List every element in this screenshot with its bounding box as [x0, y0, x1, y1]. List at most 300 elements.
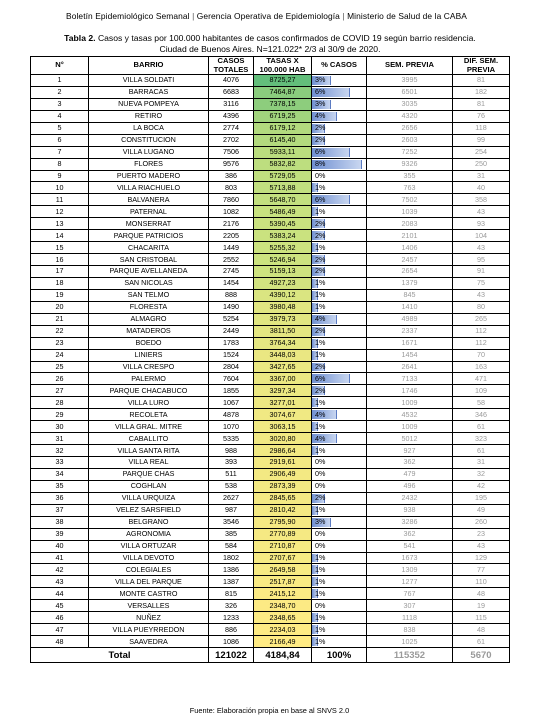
cell-n: 31 — [31, 433, 89, 445]
cell-casos: 2205 — [209, 230, 254, 242]
cell-casos: 2745 — [209, 266, 254, 278]
bulletin-header — [0, 11, 533, 21]
table-row — [31, 385, 510, 397]
cell-barrio: BELGRANO — [89, 516, 209, 528]
cell-tasa: 2166,49 — [254, 636, 312, 648]
cell-dif: 77 — [453, 564, 510, 576]
cell-tasa: 2415,12 — [254, 588, 312, 600]
cell-prev: 1671 — [367, 337, 453, 349]
cell-n: 16 — [31, 254, 89, 266]
cell-pct — [312, 206, 367, 218]
cell-n: 23 — [31, 337, 89, 349]
pct-value: 6% — [315, 194, 326, 204]
cell-pct — [312, 433, 367, 445]
caption-line-1 — [30, 33, 510, 44]
cell-dif: 109 — [453, 385, 510, 397]
cell-dif: 61 — [453, 421, 510, 433]
pct-value: 0% — [315, 469, 326, 479]
cell-prev: 479 — [367, 468, 453, 480]
cell-n: 30 — [31, 421, 89, 433]
cell-casos: 9576 — [209, 158, 254, 170]
cell-tasa: 2649,58 — [254, 564, 312, 576]
table-row — [31, 325, 510, 337]
cell-dif: 61 — [453, 445, 510, 457]
pct-value: 1% — [315, 505, 326, 515]
cell-tasa: 3020,80 — [254, 433, 312, 445]
pct-value: 1% — [315, 576, 326, 586]
cell-casos: 1387 — [209, 576, 254, 588]
table-row — [31, 421, 510, 433]
cell-barrio: VILLA RIACHUELO — [89, 182, 209, 194]
cell-n: 18 — [31, 277, 89, 289]
table-row — [31, 468, 510, 480]
cell-tasa: 2919,61 — [254, 457, 312, 469]
cell-barrio: FLORESTA — [89, 301, 209, 313]
cell-casos: 326 — [209, 600, 254, 612]
cell-pct — [312, 194, 367, 206]
cell-prev: 9326 — [367, 158, 453, 170]
cell-barrio: BARRACAS — [89, 86, 209, 98]
cell-pct — [312, 576, 367, 588]
pct-value: 1% — [315, 302, 326, 312]
pct-value: 0% — [315, 529, 326, 539]
cell-dif: 19 — [453, 600, 510, 612]
table-row — [31, 110, 510, 122]
header-barrio: BARRIO — [89, 57, 209, 75]
header-ministry: Ministerio de Salud de la CABA — [347, 11, 467, 21]
table-row — [31, 313, 510, 325]
cell-casos: 987 — [209, 504, 254, 516]
cell-pct — [312, 540, 367, 552]
cell-prev: 4989 — [367, 313, 453, 325]
table-row — [31, 134, 510, 146]
cell-casos: 7604 — [209, 373, 254, 385]
cell-prev: 938 — [367, 504, 453, 516]
cell-barrio: VILLA DEL PARQUE — [89, 576, 209, 588]
cell-prev: 2603 — [367, 134, 453, 146]
cell-dif: 112 — [453, 337, 510, 349]
cell-barrio: MONSERRAT — [89, 218, 209, 230]
table-row — [31, 588, 510, 600]
cell-tasa: 3980,48 — [254, 301, 312, 313]
pct-value: 1% — [315, 624, 326, 634]
cell-pct — [312, 75, 367, 87]
table-row — [31, 445, 510, 457]
cell-prev: 3035 — [367, 98, 453, 110]
cell-n: 38 — [31, 516, 89, 528]
total-tasa: 4184,84 — [254, 648, 312, 663]
cell-prev: 1025 — [367, 636, 453, 648]
cell-prev: 838 — [367, 624, 453, 636]
cell-dif: 195 — [453, 492, 510, 504]
total-dif: 5670 — [453, 648, 510, 663]
cell-n: 5 — [31, 122, 89, 134]
cell-n: 28 — [31, 397, 89, 409]
header-department: Gerencia Operativa de Epidemiología — [196, 11, 340, 21]
cell-pct — [312, 409, 367, 421]
cell-barrio: SAN CRISTOBAL — [89, 254, 209, 266]
cell-n: 27 — [31, 385, 89, 397]
table-row — [31, 146, 510, 158]
cell-tasa: 2707,67 — [254, 552, 312, 564]
table-row — [31, 492, 510, 504]
cell-prev: 541 — [367, 540, 453, 552]
covid-cases-table — [30, 56, 510, 663]
cell-dif: 31 — [453, 170, 510, 182]
cell-prev: 927 — [367, 445, 453, 457]
cell-pct — [312, 552, 367, 564]
header-casos: CASOS TOTALES — [209, 57, 254, 75]
cell-barrio: VERSALLES — [89, 600, 209, 612]
total-row — [31, 648, 510, 663]
cell-barrio: VILLA DEVOTO — [89, 552, 209, 564]
cell-pct — [312, 636, 367, 648]
cell-prev: 2083 — [367, 218, 453, 230]
cell-barrio: VILLA LURO — [89, 397, 209, 409]
cell-tasa: 4390,12 — [254, 289, 312, 301]
cell-n: 42 — [31, 564, 89, 576]
cell-n: 46 — [31, 612, 89, 624]
cell-casos: 1490 — [209, 301, 254, 313]
cell-n: 39 — [31, 528, 89, 540]
cell-dif: 115 — [453, 612, 510, 624]
cell-barrio: RETIRO — [89, 110, 209, 122]
cell-tasa: 5648,70 — [254, 194, 312, 206]
cell-dif: 49 — [453, 504, 510, 516]
cell-tasa: 2234,03 — [254, 624, 312, 636]
cell-prev: 496 — [367, 480, 453, 492]
pct-value: 1% — [315, 242, 326, 252]
cell-pct — [312, 170, 367, 182]
cell-prev: 5012 — [367, 433, 453, 445]
pct-value: 6% — [315, 373, 326, 383]
cell-pct — [312, 277, 367, 289]
cell-barrio: COLEGIALES — [89, 564, 209, 576]
table-row — [31, 158, 510, 170]
table-caption — [30, 33, 510, 55]
cell-prev: 3286 — [367, 516, 453, 528]
table-row — [31, 75, 510, 87]
cell-tasa: 5390,45 — [254, 218, 312, 230]
cell-pct — [312, 516, 367, 528]
cell-n: 47 — [31, 624, 89, 636]
cell-pct — [312, 110, 367, 122]
cell-tasa: 3367,00 — [254, 373, 312, 385]
header-dif: DIF. SEM. PREVIA — [453, 57, 510, 75]
total-prev: 115352 — [367, 648, 453, 663]
cell-casos: 7506 — [209, 146, 254, 158]
cell-barrio: VILLA SOLDATI — [89, 75, 209, 87]
cell-casos: 2774 — [209, 122, 254, 134]
cell-prev: 1009 — [367, 421, 453, 433]
cell-pct — [312, 86, 367, 98]
cell-dif: 80 — [453, 301, 510, 313]
cell-tasa: 6145,40 — [254, 134, 312, 146]
cell-casos: 6683 — [209, 86, 254, 98]
cell-tasa: 5729,05 — [254, 170, 312, 182]
cell-casos: 1855 — [209, 385, 254, 397]
cell-casos: 1386 — [209, 564, 254, 576]
cell-casos: 1802 — [209, 552, 254, 564]
cell-n: 21 — [31, 313, 89, 325]
cell-tasa: 5159,13 — [254, 266, 312, 278]
cell-casos: 5254 — [209, 313, 254, 325]
cell-n: 44 — [31, 588, 89, 600]
cell-pct — [312, 134, 367, 146]
cell-n: 17 — [31, 266, 89, 278]
cell-n: 48 — [31, 636, 89, 648]
table-row — [31, 218, 510, 230]
cell-dif: 346 — [453, 409, 510, 421]
cell-prev: 362 — [367, 528, 453, 540]
cell-barrio: PARQUE PATRICIOS — [89, 230, 209, 242]
cell-prev: 7502 — [367, 194, 453, 206]
cell-n: 2 — [31, 86, 89, 98]
cell-barrio: PARQUE AVELLANEDA — [89, 266, 209, 278]
table-row — [31, 540, 510, 552]
cell-prev: 4532 — [367, 409, 453, 421]
cell-barrio: VILLA REAL — [89, 457, 209, 469]
pct-value: 2% — [315, 326, 326, 336]
pct-value: 2% — [315, 254, 326, 264]
cell-dif: 163 — [453, 361, 510, 373]
cell-dif: 250 — [453, 158, 510, 170]
cell-dif: 81 — [453, 98, 510, 110]
table-row — [31, 277, 510, 289]
cell-casos: 1524 — [209, 349, 254, 361]
pct-value: 2% — [315, 361, 326, 371]
cell-barrio: PATERNAL — [89, 206, 209, 218]
cell-prev: 1309 — [367, 564, 453, 576]
cell-n: 11 — [31, 194, 89, 206]
cell-tasa: 3811,50 — [254, 325, 312, 337]
cell-tasa: 5832,82 — [254, 158, 312, 170]
cell-tasa: 2517,87 — [254, 576, 312, 588]
cell-prev: 2654 — [367, 266, 453, 278]
cell-barrio: SAAVEDRA — [89, 636, 209, 648]
caption-text-1: Casos y tasas por 100.000 habitantes de casos confirmados de COVID 19 según barrio residencia. — [97, 33, 476, 43]
cell-casos: 803 — [209, 182, 254, 194]
cell-tasa: 2906,49 — [254, 468, 312, 480]
cell-tasa: 8725,27 — [254, 75, 312, 87]
pct-value: 6% — [315, 87, 326, 97]
cell-prev: 1379 — [367, 277, 453, 289]
cell-tasa: 3074,67 — [254, 409, 312, 421]
cell-barrio: CABALLITO — [89, 433, 209, 445]
pct-value: 0% — [315, 481, 326, 491]
cell-casos: 2627 — [209, 492, 254, 504]
cell-barrio: NUÑEZ — [89, 612, 209, 624]
cell-barrio: SAN TELMO — [89, 289, 209, 301]
cell-barrio: AGRONOMIA — [89, 528, 209, 540]
cell-pct — [312, 564, 367, 576]
cell-n: 41 — [31, 552, 89, 564]
pct-value: 1% — [315, 564, 326, 574]
cell-barrio: LA BOCA — [89, 122, 209, 134]
cell-prev: 2457 — [367, 254, 453, 266]
pct-value: 1% — [315, 206, 326, 216]
cell-pct — [312, 385, 367, 397]
cell-pct — [312, 361, 367, 373]
table-row — [31, 480, 510, 492]
cell-prev: 3995 — [367, 75, 453, 87]
cell-n: 7 — [31, 146, 89, 158]
cell-tasa: 7378,15 — [254, 98, 312, 110]
cell-casos: 2804 — [209, 361, 254, 373]
cell-barrio: PARQUE CHAS — [89, 468, 209, 480]
table-row — [31, 636, 510, 648]
cell-dif: 43 — [453, 540, 510, 552]
pct-value: 0% — [315, 457, 326, 467]
cell-pct — [312, 313, 367, 325]
pct-value: 4% — [315, 433, 326, 443]
cell-prev: 1454 — [367, 349, 453, 361]
pct-value: 2% — [315, 123, 326, 133]
cell-casos: 886 — [209, 624, 254, 636]
cell-pct — [312, 158, 367, 170]
cell-n: 34 — [31, 468, 89, 480]
cell-prev: 1746 — [367, 385, 453, 397]
cell-n: 24 — [31, 349, 89, 361]
cell-tasa: 4927,23 — [254, 277, 312, 289]
cell-barrio: VELEZ SARSFIELD — [89, 504, 209, 516]
cell-dif: 118 — [453, 122, 510, 134]
cell-prev: 1406 — [367, 242, 453, 254]
cell-pct — [312, 122, 367, 134]
cell-prev: 1118 — [367, 612, 453, 624]
total-casos: 121022 — [209, 648, 254, 663]
cell-casos: 2702 — [209, 134, 254, 146]
header-pct: % CASOS — [312, 57, 367, 75]
pct-value: 2% — [315, 135, 326, 145]
cell-n: 36 — [31, 492, 89, 504]
cell-n: 33 — [31, 457, 89, 469]
cell-n: 43 — [31, 576, 89, 588]
pct-value: 1% — [315, 421, 326, 431]
cell-n: 6 — [31, 134, 89, 146]
table-row — [31, 612, 510, 624]
cell-n: 25 — [31, 361, 89, 373]
header-prev: SEM. PREVIA — [367, 57, 453, 75]
cell-pct — [312, 445, 367, 457]
cell-dif: 104 — [453, 230, 510, 242]
cell-pct — [312, 457, 367, 469]
cell-dif: 48 — [453, 588, 510, 600]
cell-pct — [312, 612, 367, 624]
cell-barrio: COGHLAN — [89, 480, 209, 492]
cell-n: 15 — [31, 242, 89, 254]
cell-prev: 4320 — [367, 110, 453, 122]
cell-prev: 2337 — [367, 325, 453, 337]
cell-n: 12 — [31, 206, 89, 218]
cell-tasa: 3448,03 — [254, 349, 312, 361]
table-row — [31, 122, 510, 134]
cell-tasa: 3427,65 — [254, 361, 312, 373]
cell-prev: 7133 — [367, 373, 453, 385]
cell-dif: 471 — [453, 373, 510, 385]
table-row — [31, 170, 510, 182]
cell-pct — [312, 373, 367, 385]
cell-prev: 2641 — [367, 361, 453, 373]
table-row — [31, 504, 510, 516]
table-row — [31, 194, 510, 206]
cell-n: 45 — [31, 600, 89, 612]
table-row — [31, 564, 510, 576]
table-row — [31, 242, 510, 254]
cell-prev: 1410 — [367, 301, 453, 313]
cell-pct — [312, 146, 367, 158]
cell-dif: 48 — [453, 624, 510, 636]
cell-dif: 43 — [453, 206, 510, 218]
cell-pct — [312, 588, 367, 600]
cell-n: 3 — [31, 98, 89, 110]
table-row — [31, 397, 510, 409]
cell-pct — [312, 528, 367, 540]
table-header-row — [31, 57, 510, 75]
pct-value: 1% — [315, 338, 326, 348]
cell-prev: 1277 — [367, 576, 453, 588]
cell-casos: 3116 — [209, 98, 254, 110]
cell-casos: 815 — [209, 588, 254, 600]
cell-casos: 1070 — [209, 421, 254, 433]
cell-prev: 7252 — [367, 146, 453, 158]
cell-tasa: 5933,11 — [254, 146, 312, 158]
pct-value: 1% — [315, 350, 326, 360]
table-row — [31, 98, 510, 110]
header-separator: | — [342, 11, 345, 21]
pct-value: 1% — [315, 588, 326, 598]
pct-value: 0% — [315, 541, 326, 551]
cell-tasa: 7464,87 — [254, 86, 312, 98]
header-separator: | — [192, 11, 195, 21]
cell-n: 19 — [31, 289, 89, 301]
pct-value: 1% — [315, 397, 326, 407]
cell-prev: 2656 — [367, 122, 453, 134]
cell-casos: 386 — [209, 170, 254, 182]
pct-value: 6% — [315, 147, 326, 157]
cell-dif: 323 — [453, 433, 510, 445]
cell-pct — [312, 600, 367, 612]
cell-casos: 1233 — [209, 612, 254, 624]
cell-pct — [312, 492, 367, 504]
total-label: Total — [31, 648, 209, 663]
cell-pct — [312, 349, 367, 361]
cell-casos: 988 — [209, 445, 254, 457]
table-row — [31, 433, 510, 445]
cell-dif: 61 — [453, 636, 510, 648]
cell-tasa: 6179,12 — [254, 122, 312, 134]
cell-barrio: MONTE CASTRO — [89, 588, 209, 600]
caption-label: Tabla 2. — [64, 33, 96, 43]
pct-value: 3% — [315, 517, 326, 527]
cell-barrio: RECOLETA — [89, 409, 209, 421]
cell-tasa: 5383,24 — [254, 230, 312, 242]
pct-value: 1% — [315, 445, 326, 455]
cell-dif: 254 — [453, 146, 510, 158]
cell-casos: 4076 — [209, 75, 254, 87]
cell-pct — [312, 230, 367, 242]
cell-prev: 763 — [367, 182, 453, 194]
table-row — [31, 349, 510, 361]
table-row — [31, 528, 510, 540]
cell-dif: 358 — [453, 194, 510, 206]
cell-casos: 1454 — [209, 277, 254, 289]
cell-pct — [312, 98, 367, 110]
pct-value: 2% — [315, 385, 326, 395]
cell-n: 35 — [31, 480, 89, 492]
cell-tasa: 2845,65 — [254, 492, 312, 504]
header-tasa: TASAS X 100.000 HAB — [254, 57, 312, 75]
